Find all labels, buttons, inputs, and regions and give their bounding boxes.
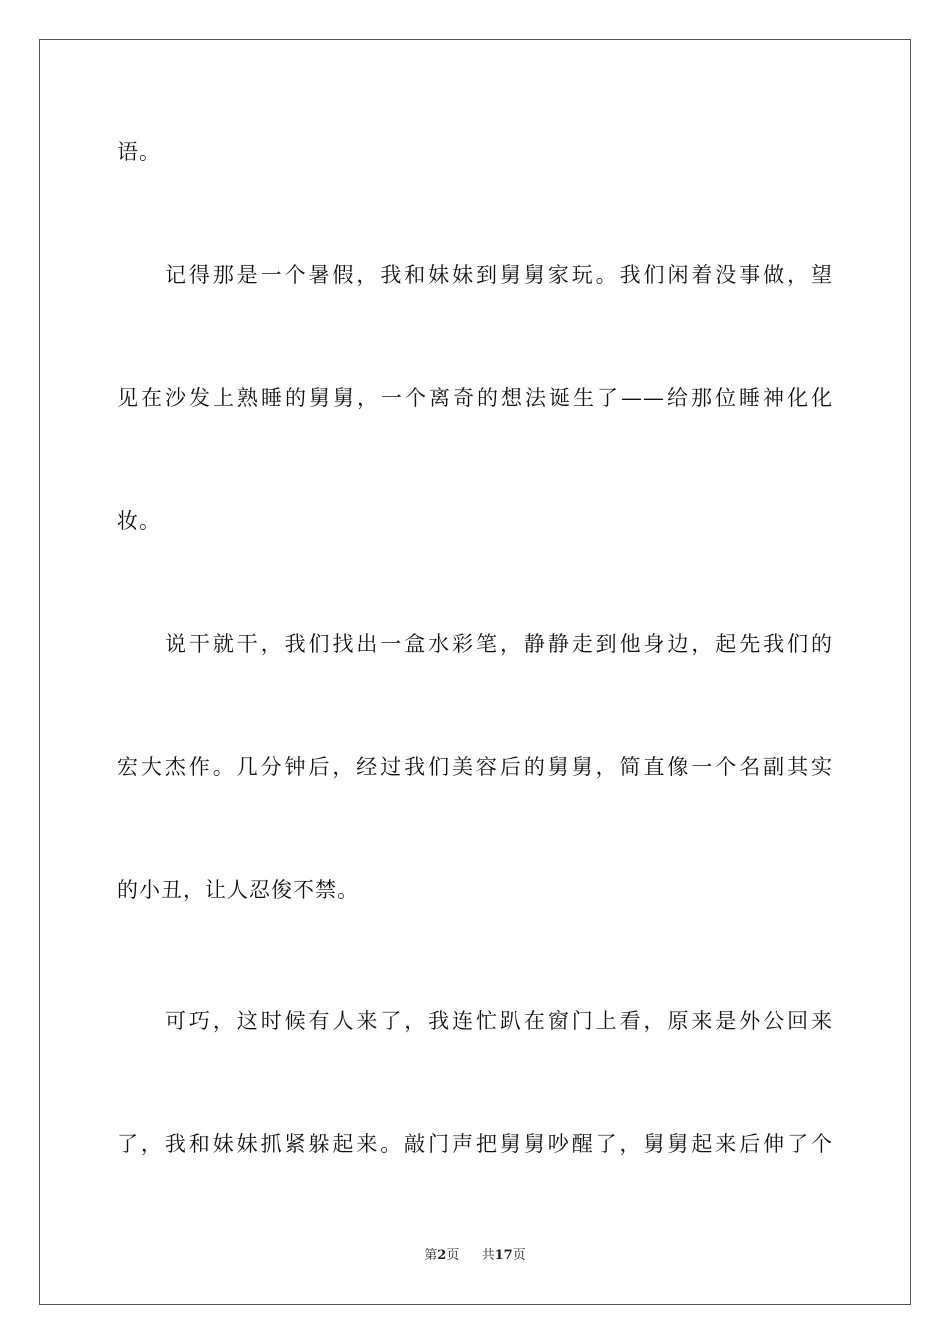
text-line-8: 可巧，这时候有人来了，我连忙趴在窗门上看，原来是外公回来 [165, 1009, 833, 1033]
page-number-suffix: 页 [446, 1248, 460, 1263]
text-line-7: 的小丑，让人忍俊不禁。 [117, 878, 359, 902]
page-number-prefix: 第 [424, 1248, 438, 1263]
page-number: 2 [437, 1248, 447, 1263]
text-line-3: 见在沙发上熟睡的舅舅，一个离奇的想法诞生了——给那位睡神化化 [117, 386, 833, 410]
text-line-2: 记得那是一个暑假，我和妹妹到舅舅家玩。我们闲着没事做，望 [165, 263, 833, 287]
page-border [39, 39, 911, 1305]
page-footer [0, 1247, 950, 1265]
text-line-5: 说干就干，我们找出一盒水彩笔，静静走到他身边，起先我们的 [165, 632, 833, 656]
text-line-1: 语。 [117, 140, 161, 164]
total-pages-prefix: 共 [481, 1248, 495, 1263]
text-line-6: 宏大杰作。几分钟后，经过我们美容后的舅舅，简直像一个名副其实 [117, 755, 833, 779]
text-line-9: 了，我和妹妹抓紧躲起来。敲门声把舅舅吵醒了，舅舅起来后伸了个 [117, 1132, 833, 1156]
text-line-4: 妆。 [117, 509, 161, 533]
total-pages: 17 [494, 1248, 513, 1263]
total-pages-suffix: 页 [512, 1248, 526, 1263]
